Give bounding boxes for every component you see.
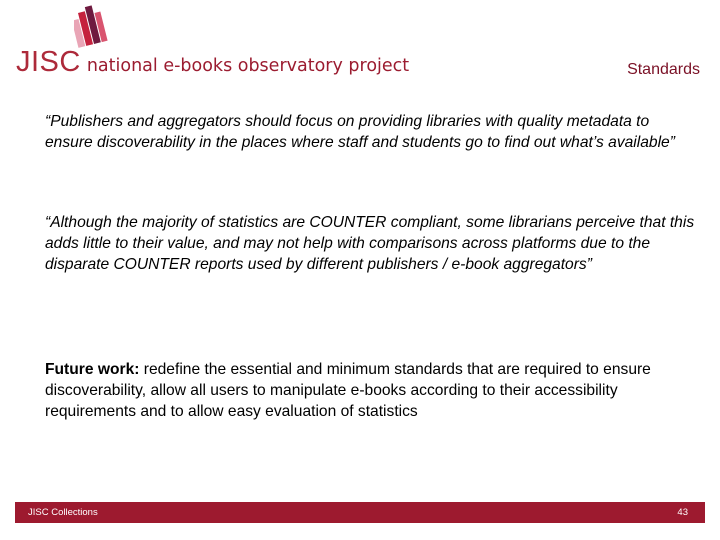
future-work-paragraph	[45, 359, 705, 422]
logo-wordmark	[16, 46, 409, 79]
page-number: 43	[677, 507, 688, 518]
quote-metadata: “Publishers and aggregators should focus on providing libraries with quality metadata to ensure discoverability in the places where staff and students go to find out what’s available”	[45, 113, 675, 151]
footer-bar	[15, 502, 705, 523]
logo-project-name: national e-books observatory project	[86, 56, 410, 76]
future-work-label: Future work:	[45, 361, 140, 378]
quote-statistics: “Although the majority of statistics are COUNTER compliant, some librarians perceive that this adds little to their value, and may not help with comparisons across platforms due to the disparate COUNTER reports used by different publishers / e-book aggregators”	[45, 214, 695, 273]
slide-title: Standards	[627, 61, 700, 78]
logo-jisc: JISC	[16, 46, 81, 78]
footer-organization: JISC Collections	[28, 507, 98, 518]
books-logo-icon	[74, 4, 114, 48]
future-work-text: redefine the essential and minimum standards that are required to ensure discoverability, allow all users to manipulate e-books according to their accessibility requirements and to allow easy evaluation of statistics	[45, 361, 651, 420]
